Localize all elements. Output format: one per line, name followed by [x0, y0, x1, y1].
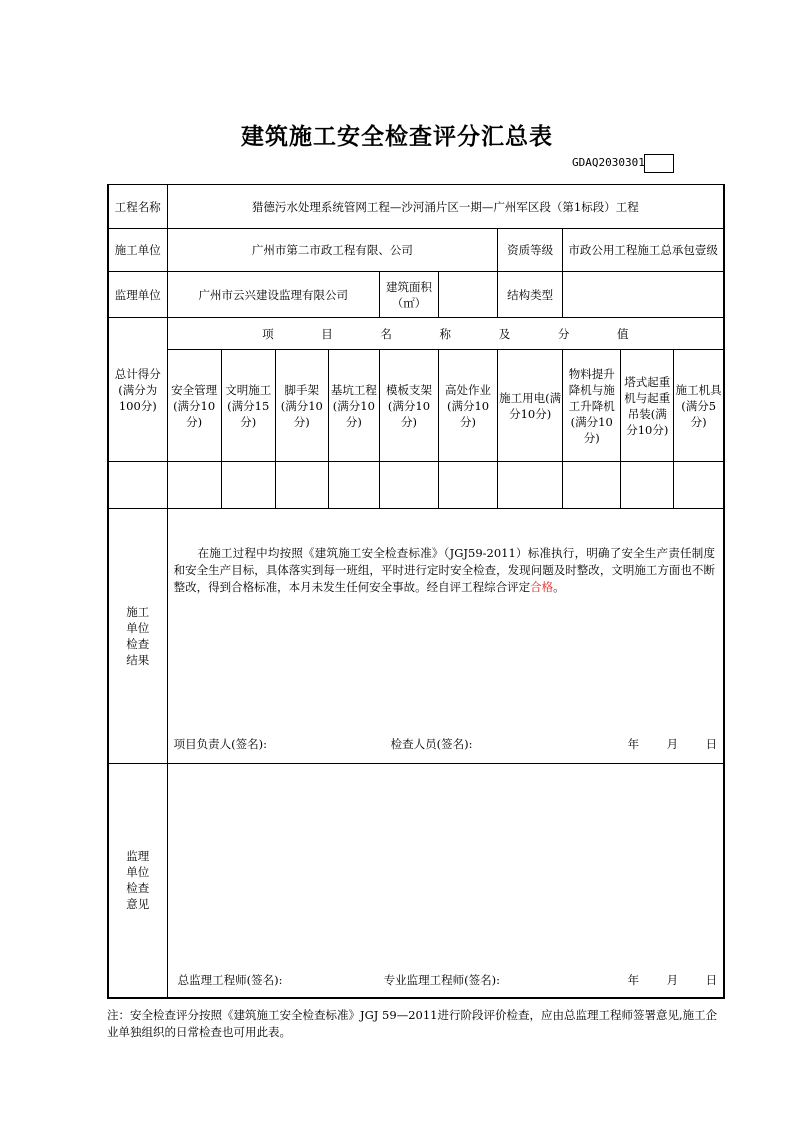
date-year-label: 年: [627, 737, 640, 751]
construction-unit-value: 广州市第二市政工程有限、公司: [167, 229, 498, 272]
project-name-label: 工程名称: [108, 185, 167, 229]
score-section-header: [167, 318, 724, 350]
result-rating: 合格: [530, 580, 554, 594]
form-code: GDAQ2030301: [572, 156, 645, 169]
score-value-cell[interactable]: [167, 462, 221, 509]
supervision-opinion-label-text: 监理单位检查意见: [126, 849, 150, 912]
construction-unit-label: 施工单位: [108, 229, 167, 272]
chief-engineer-sign-label: 总监理工程师(签名):: [177, 973, 283, 987]
building-area-value[interactable]: [439, 272, 498, 318]
score-item-label: 安全管理(满分10分): [167, 350, 221, 462]
summary-table: [107, 184, 725, 999]
score-item-label: 塔式起重机与起重吊装(满分10分): [621, 350, 674, 462]
score-value-cell[interactable]: [498, 462, 563, 509]
score-value-cell[interactable]: [439, 462, 498, 509]
total-score-value[interactable]: [108, 462, 167, 509]
construction-result-text: [174, 545, 715, 596]
score-value-cell[interactable]: [621, 462, 674, 509]
score-value-cell[interactable]: [563, 462, 621, 509]
date-month-label: 月: [666, 737, 679, 751]
qualification-value: 市政公用工程施工总承包壹级: [563, 229, 724, 272]
footnote: 注：安全检查评分按照《建筑施工安全检查标准》JGJ 59—2011进行阶段评价检查，应由总监理工程师签署意见,施工企业单独组织的日常检查也可用此表。: [107, 1008, 718, 1039]
date-day-label: 日: [705, 973, 718, 987]
specialist-engineer-sign-label: 专业监理工程师(签名):: [383, 973, 500, 987]
construction-result-label: [108, 509, 167, 764]
score-item-label: 施工用电(满分10分): [498, 350, 563, 462]
structure-type-label: 结构类型: [498, 272, 563, 318]
score-value-cell[interactable]: [221, 462, 275, 509]
score-value-cell[interactable]: [379, 462, 438, 509]
building-area-label: 建筑面积（㎡）: [379, 272, 438, 318]
score-value-cell[interactable]: [674, 462, 724, 509]
date-year-label: 年: [627, 973, 640, 987]
score-item-label: 施工机具(满分5分): [674, 350, 724, 462]
date-day-label: 日: [705, 737, 718, 751]
score-item-label: 文明施工(满分15分): [221, 350, 275, 462]
supervision-opinion-cell[interactable]: [167, 764, 724, 998]
supervision-unit-label: 监理单位: [108, 272, 167, 318]
score-value-cell[interactable]: [328, 462, 379, 509]
qualification-label: 资质等级: [498, 229, 563, 272]
score-item-label: 高处作业(满分10分): [439, 350, 498, 462]
construction-result-label-text: 施工单位检查结果: [126, 605, 150, 667]
supervision-opinion-label: [108, 764, 167, 998]
score-section-header-text: 项 目 名 称 及 分 值: [262, 326, 651, 341]
score-value-cell[interactable]: [275, 462, 328, 509]
inspector-sign-label: 检查人员(签名):: [390, 737, 473, 751]
manager-sign-label: 项目负责人(签名):: [173, 737, 267, 751]
form-code-box: [644, 154, 674, 173]
page-title: 建筑施工安全检查评分汇总表: [241, 124, 553, 150]
score-item-label: 模板支架(满分10分): [379, 350, 438, 462]
score-item-label: 物料提升降机与施工升降机(满分10分): [563, 350, 621, 462]
supervision-unit-value: 广州市云兴建设监理有限公司: [167, 272, 379, 318]
score-item-label: 基坑工程(满分10分): [328, 350, 379, 462]
structure-type-value[interactable]: [563, 272, 724, 318]
result-text-after: 。: [553, 580, 565, 594]
total-score-label: 总计得分(满分为100分): [108, 318, 167, 462]
date-month-label: 月: [666, 973, 679, 987]
construction-result-cell[interactable]: [167, 509, 724, 764]
result-text-before: 在施工过程中均按照《建筑施工安全检查标准》（JGJ59-2011）标准执行，明确了安全生产责任制度和安全生产目标，具体落实到每一班组，平时进行定时安全检查，发现问题及时整改，文明施工方面也不断整改，得到合格标准，本月未发生任何安全事故。经自评工程综合评定: [173, 546, 715, 594]
score-item-label: 脚手架(满分10分): [275, 350, 328, 462]
project-name-value: 猎德污水处理系统管网工程—沙河涌片区一期—广州军区段（第1标段）工程: [167, 185, 724, 229]
